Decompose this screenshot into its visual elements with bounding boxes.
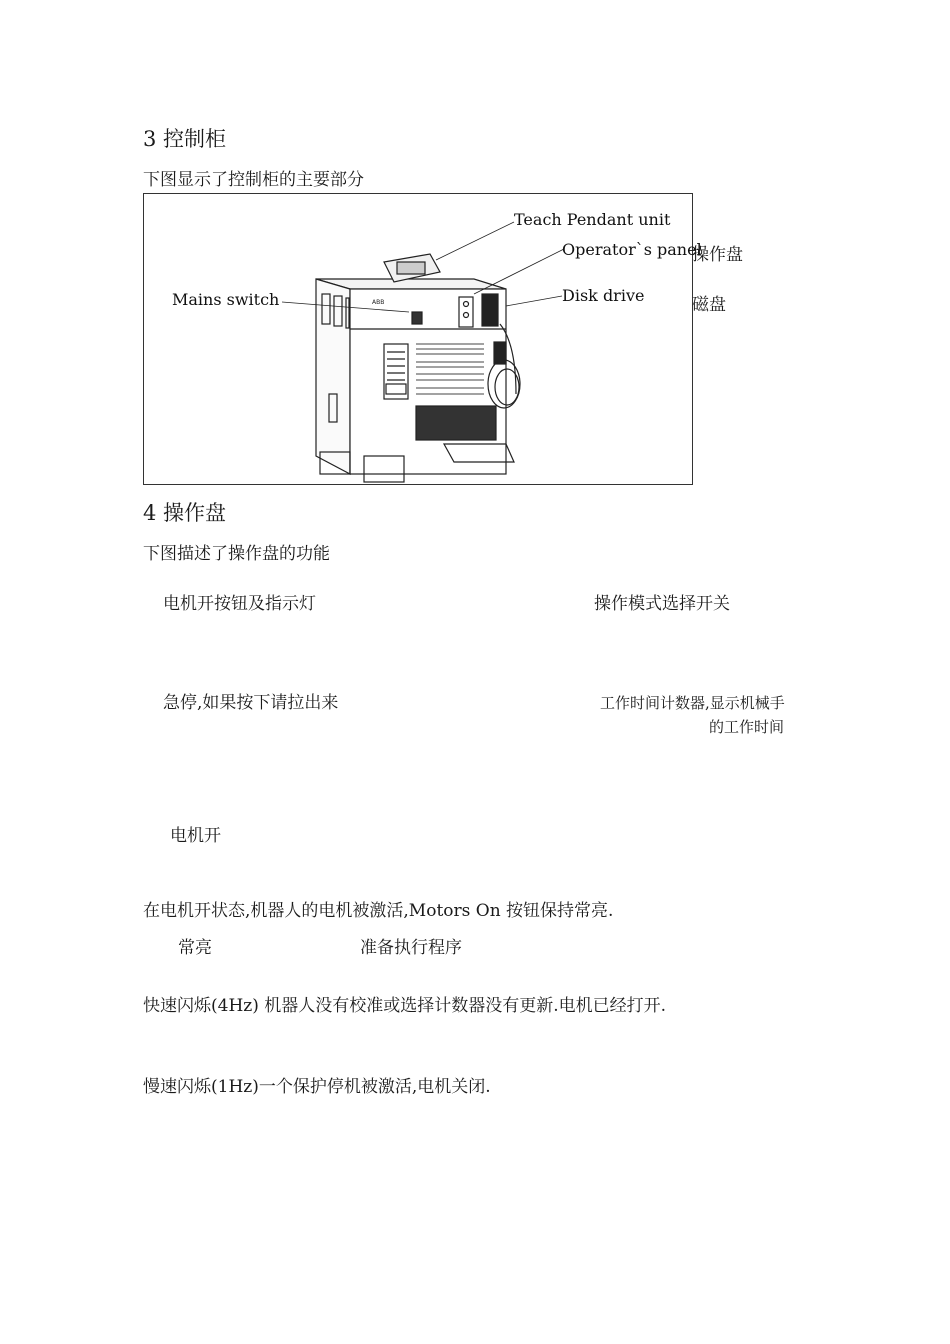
control-cabinet-drawing (144, 194, 692, 484)
label-timer-line2: 的工作时间 (709, 718, 785, 736)
steady-label: 常亮 (178, 938, 212, 958)
steady-description: 准备执行程序 (360, 938, 462, 958)
section-3-heading: 3 控制柜 (143, 127, 227, 151)
label-timer-line1: 工作时间计数器,显示机械手 (600, 694, 785, 712)
section-3-intro: 下图显示了控制柜的主要部分 (143, 170, 364, 190)
control-cabinet-figure (143, 193, 702, 485)
abb-logo: ABB (372, 299, 385, 306)
label-operators-panel: Operator`s panel (562, 240, 702, 259)
label-mains-switch: Mains switch (172, 290, 280, 309)
label-teach-pendant: Teach Pendant unit (514, 210, 671, 229)
fast-blink-description: 快速闪烁(4Hz) 机器人没有校准或选择计数器没有更新.电机已经打开. (143, 996, 667, 1016)
motors-on-subheading: 电机开 (170, 826, 221, 846)
section-4-heading: 4 操作盘 (143, 501, 227, 525)
section-4-intro: 下图描述了操作盘的功能 (143, 544, 330, 564)
side-label-operator-panel: 操作盘 (692, 245, 743, 265)
motors-on-description: 在电机开状态,机器人的电机被激活,Motors On 按钮保持常亮. (143, 901, 614, 921)
label-disk-drive: Disk drive (562, 286, 645, 305)
label-motor-on-button: 电机开按钮及指示灯 (163, 594, 316, 614)
label-mode-selector: 操作模式选择开关 (594, 594, 730, 614)
slow-blink-description: 慢速闪烁(1Hz)一个保护停机被激活,电机关闭. (143, 1077, 491, 1097)
label-emergency-stop: 急停,如果按下请拉出来 (163, 693, 339, 713)
side-label-disk: 磁盘 (692, 295, 726, 315)
